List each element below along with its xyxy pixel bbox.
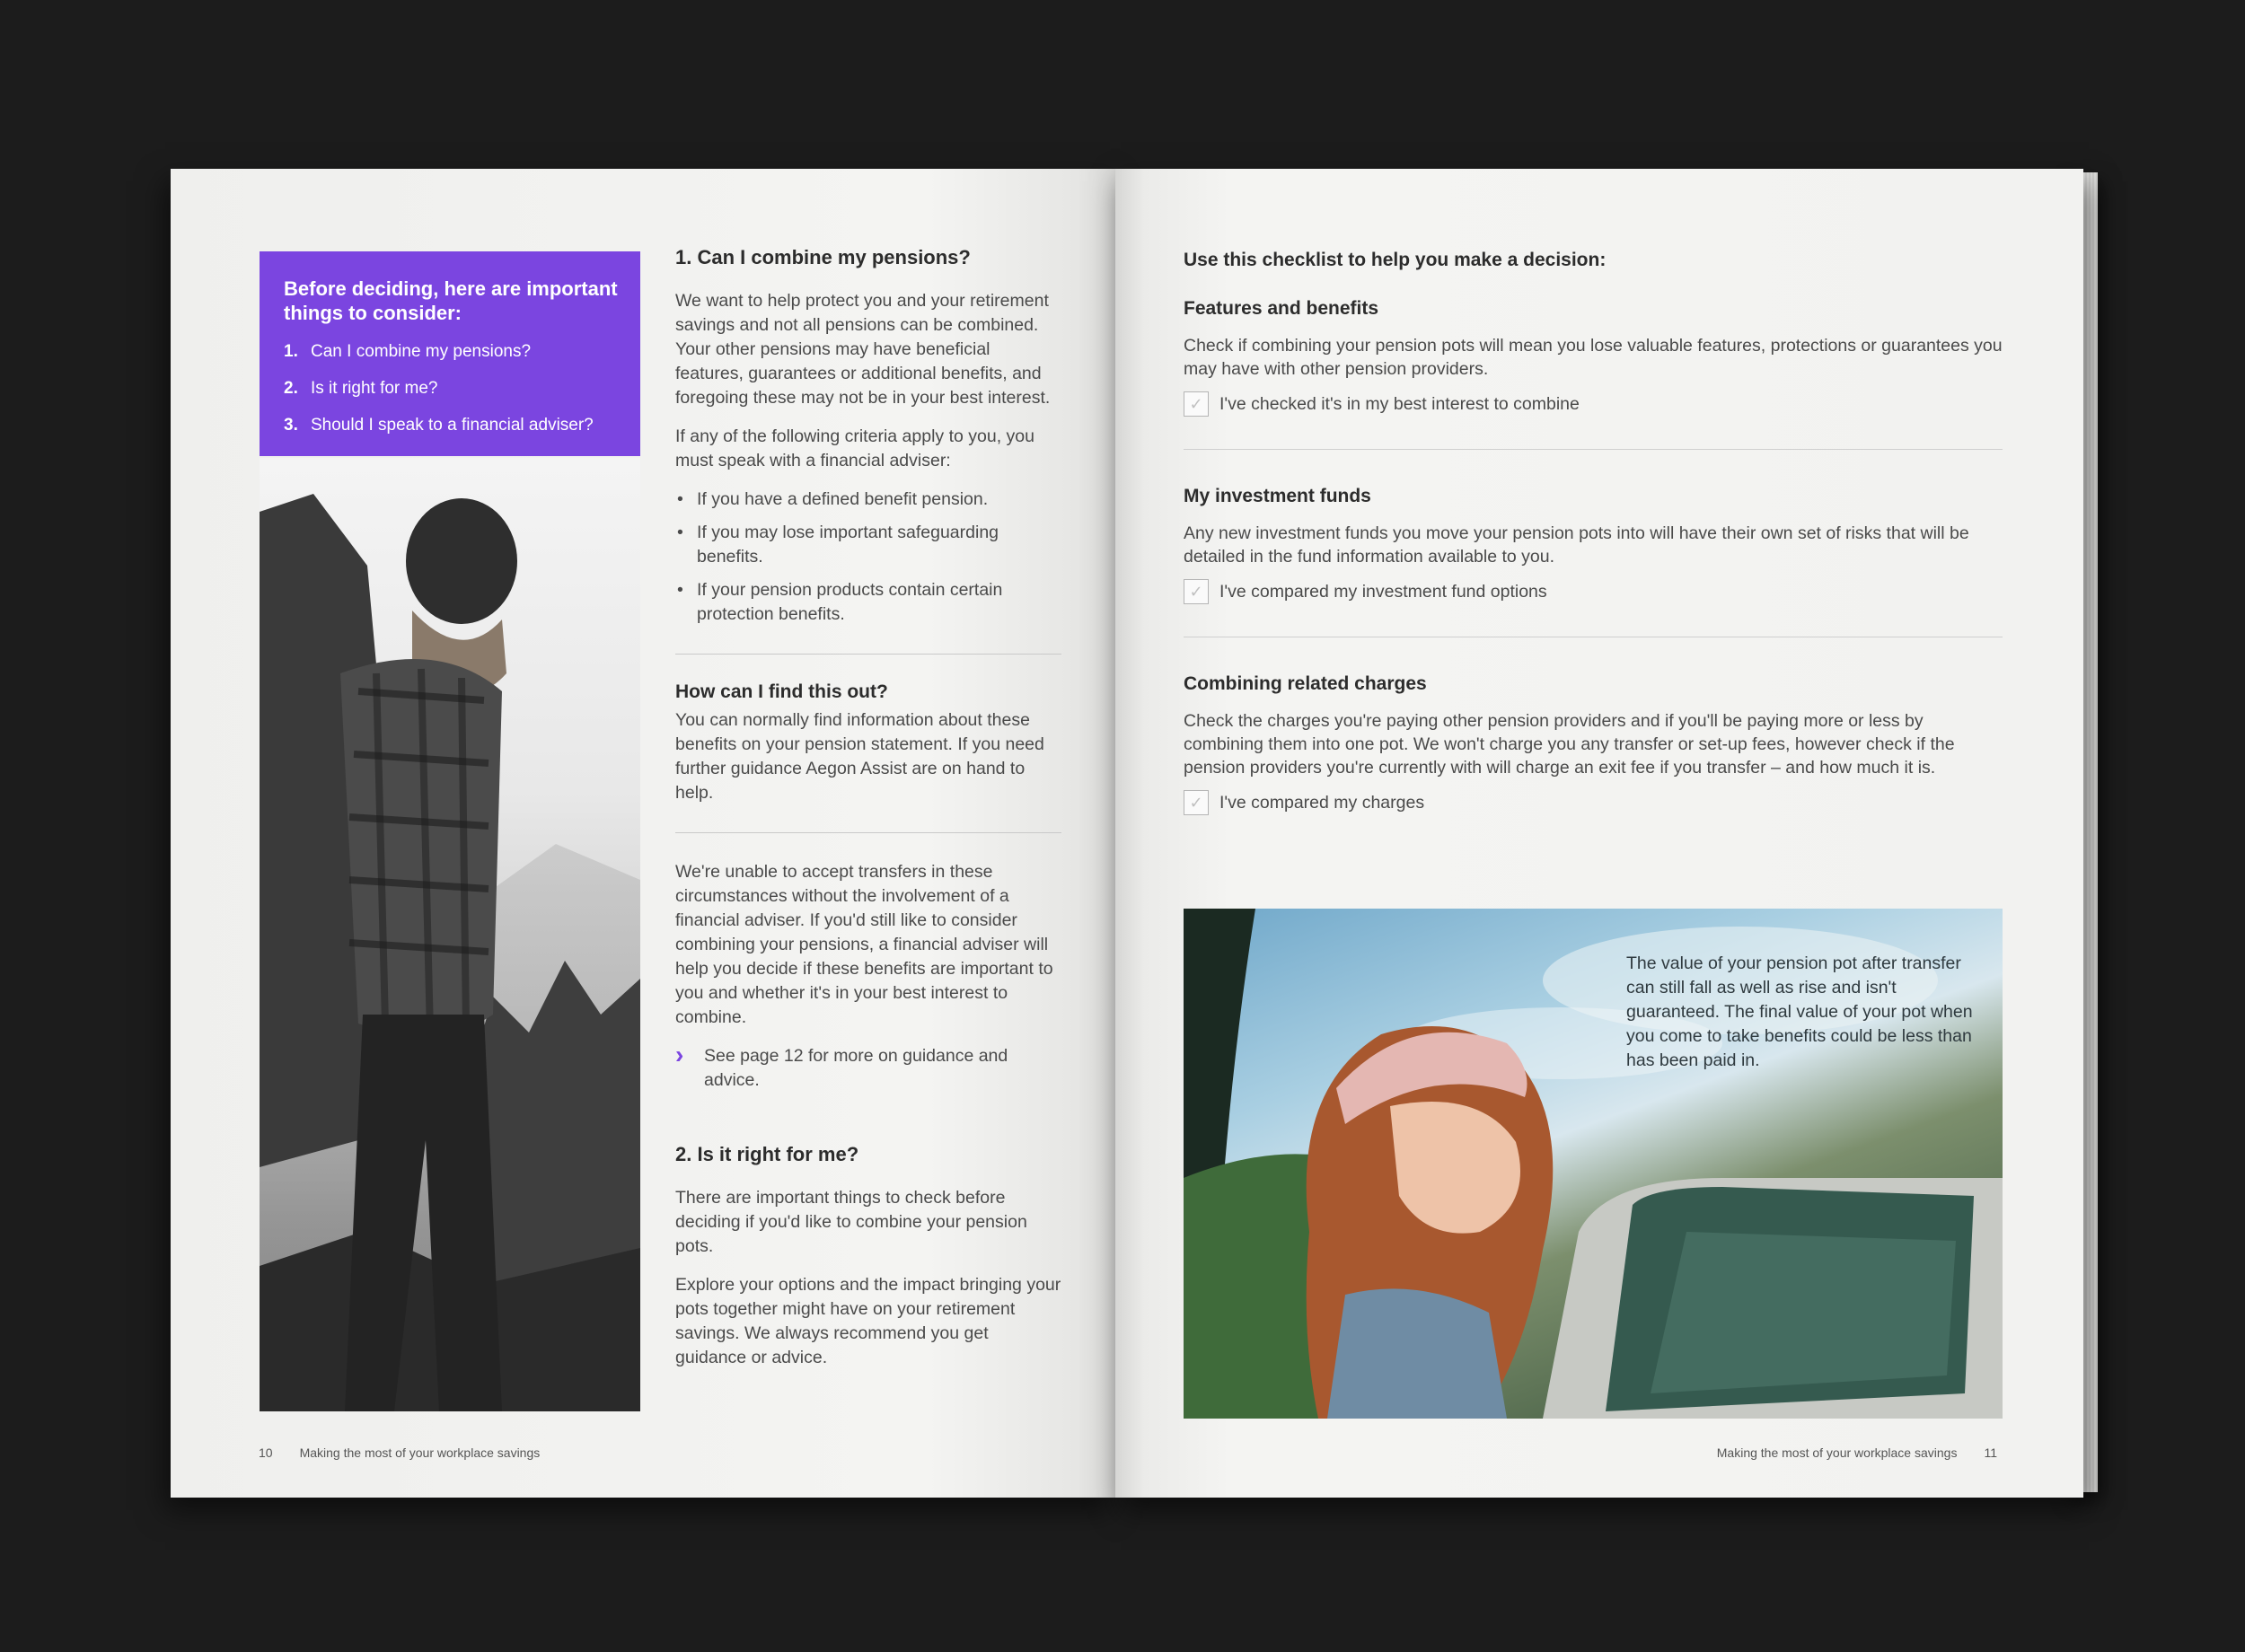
left-footer — [259, 1446, 540, 1460]
section-body: Check the charges you're paying other pension providers and if you'll be paying more or less by combining them into one pot. We won't charge you any transfer or set-up fees, however check if the pension providers you're currently with will charge an exit fee if you transfer – and how much it is. — [1184, 711, 1955, 778]
right-page — [1115, 169, 2083, 1498]
list-item: • If your pension products contain certain protection benefits. — [675, 578, 1061, 627]
check-icon: ✓ — [1189, 394, 1203, 413]
checkbox-label: I've compared my charges — [1219, 792, 1425, 813]
callout-item-label: Can I combine my pensions? — [311, 342, 532, 361]
photo-caption: The value of your pension pot after transfer can still fall as well as rise and isn't guaranteed. The final value of your pot when you come to take benefits could be less than has been paid in. — [1626, 953, 1973, 1070]
right-footer — [1717, 1446, 1997, 1460]
check-icon: ✓ — [1189, 793, 1203, 812]
section-body: Any new investment funds you move your pension pots into will have their own set of risks that will be detailed in the fund information available to you. — [1184, 523, 1969, 567]
callout-item — [284, 378, 619, 400]
section1-heading: 1. Can I combine my pensions? — [675, 246, 971, 268]
consider-callout — [260, 251, 640, 456]
left-page — [171, 169, 1115, 1498]
section2-paragraph: There are important things to check before deciding if you'd like to combine your pension pots. — [675, 1188, 1027, 1256]
transfers-body: We're unable to accept transfers in these circumstances without the involvement of a financial adviser. If you'd still like to consider combining your pensions, a financial adviser will help you decide if these benefits are important to you and whether it's in your best interest to combine. — [675, 862, 1053, 1027]
callout-item-number: 1. — [284, 342, 298, 361]
callout-item — [284, 415, 619, 436]
callout-item-label: Should I speak to a financial adviser? — [311, 416, 594, 435]
checklist-section — [1184, 298, 2003, 417]
checklist-item[interactable] — [1184, 790, 2003, 815]
checkbox[interactable] — [1184, 790, 1209, 815]
page-number: 11 — [1984, 1446, 1997, 1460]
section-title: Features and benefits — [1184, 298, 1379, 319]
chevron-right-icon: › — [675, 1041, 684, 1068]
divider — [675, 832, 1061, 833]
list-item: • If you have a defined benefit pension. — [675, 488, 1061, 512]
section2-paragraph: Explore your options and the impact bringing your pots together might have on your retirement savings. We always recommend you get guidance or advice. — [675, 1275, 1061, 1367]
callout-item-number: 2. — [284, 379, 298, 398]
hiker-photo — [260, 458, 640, 1411]
footer-title: Making the most of your workplace savings — [1716, 1446, 1958, 1460]
footer-title: Making the most of your workplace savings — [299, 1446, 541, 1460]
left-text-column — [675, 246, 1061, 1384]
checklist-item[interactable] — [1184, 579, 2003, 604]
page-number: 10 — [259, 1446, 273, 1460]
callout-item-label: Is it right for me? — [311, 379, 438, 398]
list-item: • If you may lose important safeguarding benefits. — [675, 521, 1061, 569]
section2-heading: 2. Is it right for me? — [675, 1143, 859, 1165]
checklist-column — [1184, 250, 2003, 815]
checklist-lead: Use this checklist to help you make a decision: — [1184, 250, 1607, 270]
callout-title: Before deciding, here are important things to consider: — [284, 277, 618, 324]
section1-criteria-intro: If any of the following criteria apply to you, you must speak with a financial adviser: — [675, 426, 1034, 470]
find-out-heading: How can I find this out? — [675, 681, 888, 702]
checkbox-label: I've compared my investment fund options — [1219, 581, 1547, 602]
woman-in-car-photo — [1184, 909, 2003, 1419]
checkbox[interactable] — [1184, 391, 1209, 417]
section-title: Combining related charges — [1184, 673, 1427, 694]
criteria-list — [675, 488, 1061, 627]
checklist-item[interactable] — [1184, 391, 2003, 417]
check-icon: ✓ — [1189, 582, 1203, 601]
hiker-illustration — [260, 458, 640, 1411]
find-out-body: You can normally find information about these benefits on your pension statement. If you need further guidance Aegon Assist are on hand to help. — [675, 710, 1044, 803]
checkbox-label: I've checked it's in my best interest to combine — [1219, 393, 1580, 414]
checklist-section — [1184, 673, 2003, 815]
callout-item — [284, 341, 619, 363]
section1-paragraph: We want to help protect you and your retirement savings and not all pensions can be combined. Your other pensions may have beneficial features, guarantees or additional benefits, and foregoing these may not be in your best interest. — [675, 291, 1051, 408]
section-body: Check if combining your pension pots will mean you lose valuable features, protections or guarantees you may have with other pension providers. — [1184, 336, 2003, 379]
callout-item-number: 3. — [284, 416, 298, 435]
guidance-link[interactable] — [675, 1041, 1061, 1093]
checklist-section — [1184, 486, 2003, 604]
guidance-link-text: See page 12 for more on guidance and advice. — [704, 1046, 1008, 1090]
checkbox[interactable] — [1184, 579, 1209, 604]
divider — [1184, 449, 2003, 450]
section-title: My investment funds — [1184, 486, 1371, 506]
divider — [675, 654, 1061, 655]
